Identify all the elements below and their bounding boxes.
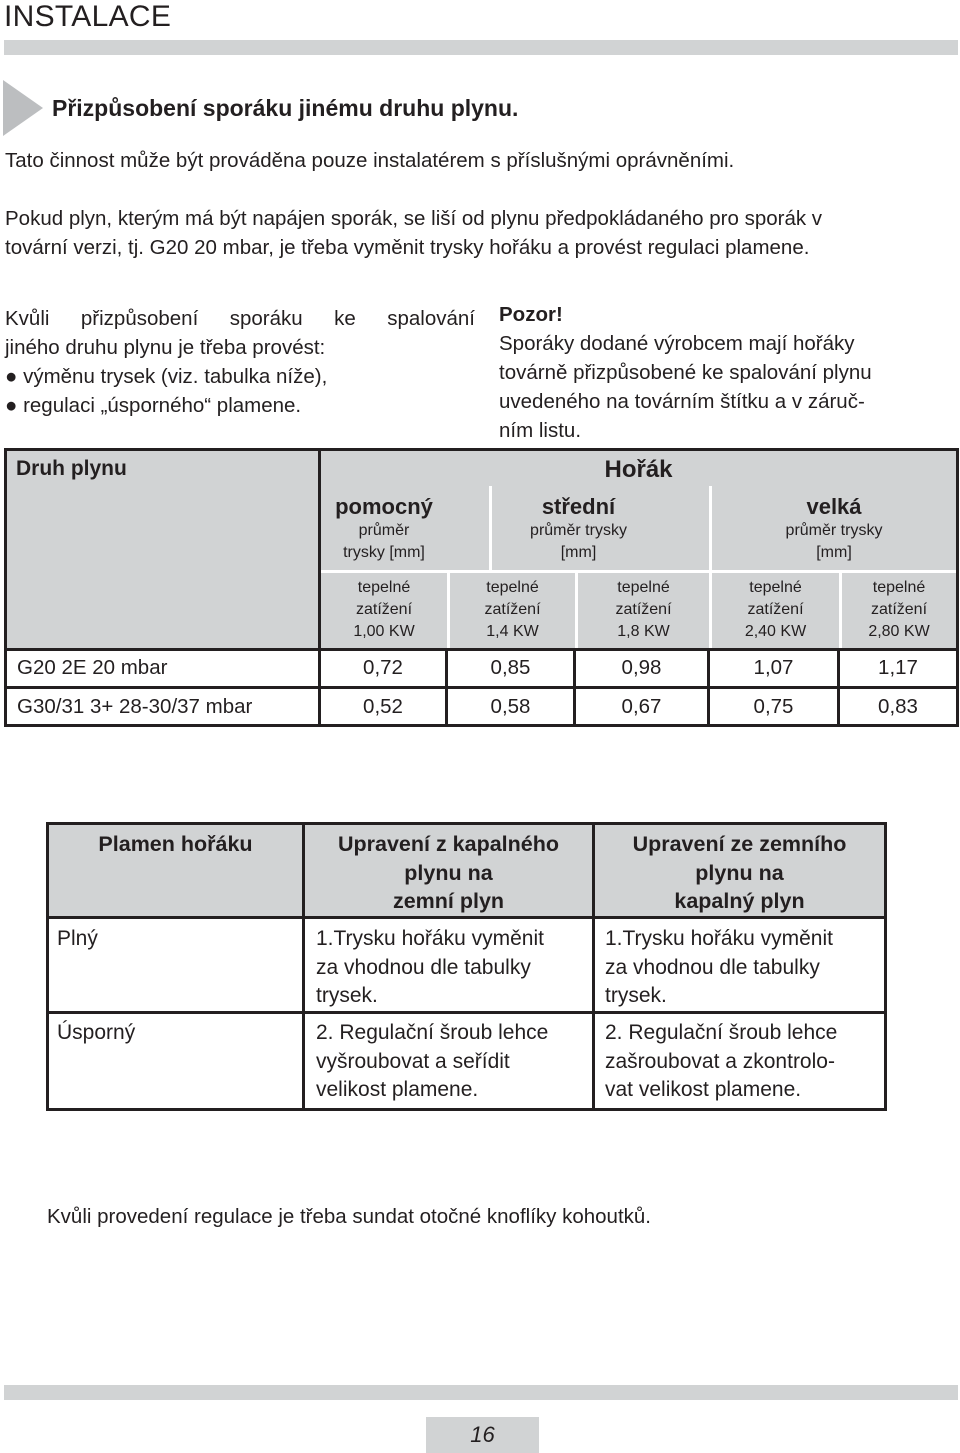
word: Kvůli [5, 307, 50, 330]
cell-line: vyšroubovat a seřídit [316, 1049, 510, 1073]
table-row-gas: G30/31 3+ 28-30/37 mbar [17, 695, 253, 718]
cell-line: 1.Trysku hořáku vyměnit [316, 927, 544, 950]
group-mid-name: střední [541, 494, 616, 519]
warning-line: Sporáky dodané výrobcem mají hořáky [499, 332, 855, 355]
load-label: zatížení [747, 601, 804, 618]
footer-rule [4, 1385, 958, 1400]
triangle-bullet-icon [3, 80, 43, 136]
group-aux-name: pomocný [335, 494, 433, 519]
word: sporáku [229, 307, 303, 330]
load-value: 1,4 KW [486, 623, 539, 640]
group-mid-sub: [mm] [560, 544, 597, 561]
table-cell: 0,58 [490, 695, 531, 718]
page-number: 16 [426, 1417, 539, 1453]
header-line: Upravení z kapalného [337, 832, 560, 856]
cell-line: 1.Trysku hořáku vyměnit [605, 927, 833, 950]
intro-paragraph-2-line-1: Pokud plyn, kterým má být napájen sporák, se liší od plynu předpokládaného pro sporák v [5, 207, 823, 230]
cell-line: trysek. [605, 984, 667, 1007]
intro-paragraph-2 [5, 204, 960, 262]
load-value: 2,80 KW [868, 623, 930, 640]
load-value: 1,00 KW [353, 623, 415, 640]
natural-to-liquid-header [595, 830, 884, 916]
load-label: zatížení [615, 601, 672, 618]
group-large-sub: [mm] [816, 544, 852, 561]
table-cell: 1,07 [753, 656, 794, 679]
cell-line: za vhodnou dle tabulky [605, 955, 820, 979]
table-cell: 1,17 [878, 656, 918, 679]
flame-cell [316, 1019, 592, 1105]
adaptation-steps [5, 304, 475, 420]
gas-type-header: Druh plynu [16, 457, 127, 480]
flame-table [46, 822, 887, 1111]
table-row-gas: G20 2E 20 mbar [17, 656, 168, 679]
header-rule [4, 40, 958, 55]
cell-line: velikost plamene. [316, 1078, 479, 1101]
group-aux-sub: trysky [mm] [343, 544, 425, 561]
table-cell: 0,72 [363, 656, 403, 679]
bullet-item: ● regulaci „úsporného“ plamene. [5, 394, 302, 417]
liquid-to-natural-header [305, 830, 592, 916]
table-cell: 0,75 [753, 695, 794, 718]
load-label: tepelné [486, 579, 539, 596]
flame-cell [316, 925, 592, 1011]
load-label: tepelné [617, 579, 670, 596]
flame-cell [605, 1019, 884, 1105]
warning-line: továrně přizpůsobené ke spalování plynu [499, 361, 872, 384]
table-cell: 0,83 [878, 695, 918, 718]
warning-line: uvedeného na továrním štítku a v záruč- [499, 390, 865, 413]
table-cell: 0,98 [621, 656, 662, 679]
table-cell: 0,67 [621, 695, 662, 718]
flame-row-label: Plný [57, 927, 98, 950]
group-aux-sub: průměr [358, 522, 410, 539]
header-line: kapalný plyn [674, 889, 805, 913]
footnote: Kvůli provedení regulace je třeba sundat otočné knoflíky kohoutků. [47, 1205, 651, 1228]
cell-line: vat velikost plamene. [605, 1078, 802, 1101]
warning-note [499, 300, 954, 445]
intro-paragraph-1: Tato činnost může být prováděna pouze instalatérem s příslušnými oprávněními. [5, 149, 735, 172]
section-title: Přizpůsobení sporáku jinému druhu plynu. [52, 95, 519, 121]
nozzle-table [4, 448, 959, 727]
load-value: 1,8 KW [617, 623, 670, 640]
cell-line: zašroubovat a zkontrolo- [605, 1049, 835, 1073]
load-label: tepelné [872, 579, 926, 596]
load-label: zatížení [484, 601, 541, 618]
flame-header: Plamen hořáku [98, 832, 253, 856]
flame-row-label: Úsporný [57, 1021, 136, 1044]
table-cell: 0,52 [363, 695, 403, 718]
word: spalování [387, 307, 475, 330]
table-cell: 0,85 [490, 656, 531, 679]
header-line: plynu na [404, 860, 493, 885]
intro-paragraph-2-line-2: tovární verzi, tj. G20 20 mbar, je třeba vyměnit trysky hořáku a provést regulaci plamene. [5, 236, 810, 259]
load-label: zatížení [355, 601, 413, 618]
cell-line: 2. Regulační šroub lehce [605, 1021, 838, 1044]
word: přizpůsobení [80, 307, 199, 330]
page-title: INSTALACE [4, 0, 172, 33]
group-mid-sub: průměr trysky [530, 522, 627, 539]
cell-line: trysek. [316, 984, 378, 1007]
adaptation-steps-line-2: jiného druhu plynu je třeba provést: [5, 336, 326, 359]
cell-line: 2. Regulační šroub lehce [316, 1021, 549, 1044]
burner-header: Hořák [604, 456, 673, 483]
word: ke [334, 307, 356, 330]
flame-cell [605, 925, 884, 1011]
load-label: tepelné [357, 579, 411, 596]
header-line: plynu na [695, 860, 784, 885]
load-label: tepelné [749, 579, 802, 596]
group-large-name: velká [806, 494, 862, 519]
bullet-item: ● výměnu trysek (viz. tabulka níže), [5, 365, 328, 388]
header-line: zemní plyn [392, 889, 505, 913]
adaptation-steps-line-1 [5, 304, 475, 333]
header-line: Upravení ze zemního [632, 832, 847, 856]
load-label: zatížení [870, 601, 928, 618]
load-value: 2,40 KW [744, 623, 807, 640]
warning-label: Pozor! [499, 303, 563, 326]
warning-line: ním listu. [499, 419, 582, 442]
group-large-sub: průměr trysky [785, 522, 883, 539]
cell-line: za vhodnou dle tabulky [316, 955, 531, 979]
